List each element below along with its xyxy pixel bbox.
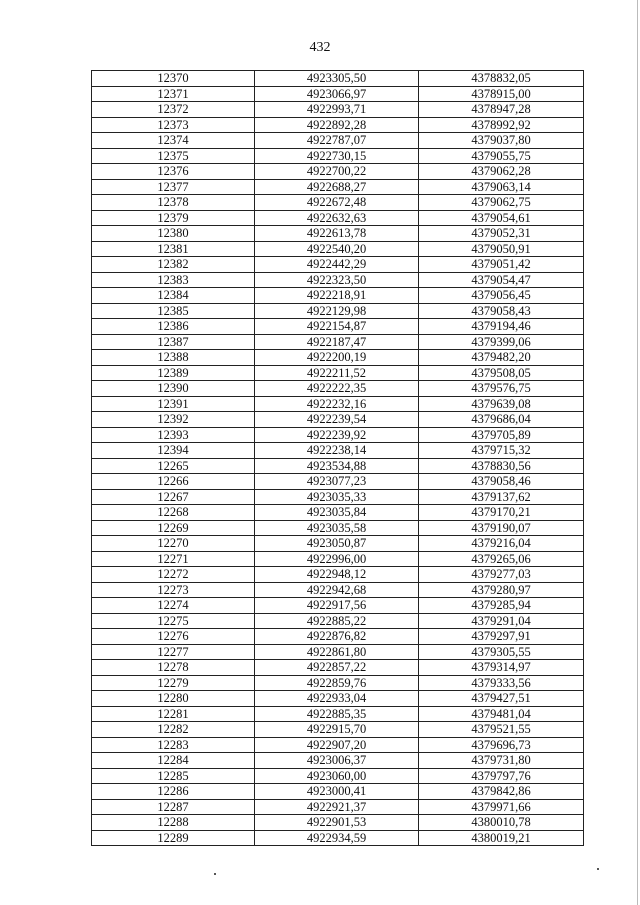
table-row [92, 567, 584, 583]
x-coordinate-cell: 4922907,20 [255, 737, 419, 753]
point-number-cell: 12378 [92, 195, 255, 211]
y-coordinate-cell: 4379058,46 [419, 474, 584, 490]
x-coordinate-cell: 4922730,15 [255, 148, 419, 164]
table-row [92, 164, 584, 180]
point-number-cell: 12380 [92, 226, 255, 242]
y-coordinate-cell: 4380019,21 [419, 830, 584, 846]
x-coordinate-cell: 4923035,84 [255, 505, 419, 521]
y-coordinate-cell: 4379055,75 [419, 148, 584, 164]
point-number-cell: 12381 [92, 241, 255, 257]
table-row [92, 706, 584, 722]
table-row [92, 520, 584, 536]
y-coordinate-cell: 4379285,94 [419, 598, 584, 614]
x-coordinate-cell: 4922915,70 [255, 722, 419, 738]
point-number-cell: 12268 [92, 505, 255, 521]
x-coordinate-cell: 4922540,20 [255, 241, 419, 257]
table-row [92, 303, 584, 319]
x-coordinate-cell: 4922700,22 [255, 164, 419, 180]
scan-speck [214, 873, 216, 875]
table-row [92, 288, 584, 304]
point-number-cell: 12278 [92, 660, 255, 676]
y-coordinate-cell: 4379971,66 [419, 799, 584, 815]
x-coordinate-cell: 4923066,97 [255, 86, 419, 102]
x-coordinate-cell: 4922917,56 [255, 598, 419, 614]
y-coordinate-cell: 4379054,61 [419, 210, 584, 226]
y-coordinate-cell: 4379190,07 [419, 520, 584, 536]
x-coordinate-cell: 4922688,27 [255, 179, 419, 195]
point-number-cell: 12371 [92, 86, 255, 102]
x-coordinate-cell: 4922861,80 [255, 644, 419, 660]
table-row [92, 86, 584, 102]
table-row [92, 458, 584, 474]
x-coordinate-cell: 4923060,00 [255, 768, 419, 784]
table-row [92, 396, 584, 412]
x-coordinate-cell: 4922238,14 [255, 443, 419, 459]
x-coordinate-cell: 4923035,58 [255, 520, 419, 536]
point-number-cell: 12282 [92, 722, 255, 738]
table-row [92, 722, 584, 738]
coordinates-table-container [91, 70, 583, 846]
page-edge-line [637, 0, 638, 905]
table-row [92, 737, 584, 753]
y-coordinate-cell: 4379063,14 [419, 179, 584, 195]
point-number-cell: 12275 [92, 613, 255, 629]
table-row [92, 474, 584, 490]
x-coordinate-cell: 4922323,50 [255, 272, 419, 288]
x-coordinate-cell: 4922993,71 [255, 102, 419, 118]
point-number-cell: 12372 [92, 102, 255, 118]
x-coordinate-cell: 4922200,19 [255, 350, 419, 366]
table-row [92, 71, 584, 87]
y-coordinate-cell: 4379333,56 [419, 675, 584, 691]
x-coordinate-cell: 4923006,37 [255, 753, 419, 769]
scan-speck [597, 868, 599, 870]
point-number-cell: 12285 [92, 768, 255, 784]
x-coordinate-cell: 4922211,52 [255, 365, 419, 381]
point-number-cell: 12392 [92, 412, 255, 428]
table-row [92, 443, 584, 459]
point-number-cell: 12280 [92, 691, 255, 707]
point-number-cell: 12288 [92, 815, 255, 831]
y-coordinate-cell: 4379297,91 [419, 629, 584, 645]
point-number-cell: 12279 [92, 675, 255, 691]
point-number-cell: 12289 [92, 830, 255, 846]
y-coordinate-cell: 4379305,55 [419, 644, 584, 660]
table-row [92, 427, 584, 443]
x-coordinate-cell: 4922613,78 [255, 226, 419, 242]
table-row [92, 226, 584, 242]
x-coordinate-cell: 4922892,28 [255, 117, 419, 133]
table-row [92, 257, 584, 273]
point-number-cell: 12377 [92, 179, 255, 195]
x-coordinate-cell: 4922239,54 [255, 412, 419, 428]
y-coordinate-cell: 4378947,28 [419, 102, 584, 118]
y-coordinate-cell: 4378830,56 [419, 458, 584, 474]
point-number-cell: 12394 [92, 443, 255, 459]
point-number-cell: 12391 [92, 396, 255, 412]
y-coordinate-cell: 4379037,80 [419, 133, 584, 149]
table-row [92, 412, 584, 428]
x-coordinate-cell: 4922129,98 [255, 303, 419, 319]
y-coordinate-cell: 4379265,06 [419, 551, 584, 567]
point-number-cell: 12383 [92, 272, 255, 288]
x-coordinate-cell: 4922187,47 [255, 334, 419, 350]
point-number-cell: 12379 [92, 210, 255, 226]
y-coordinate-cell: 4379291,04 [419, 613, 584, 629]
y-coordinate-cell: 4379137,62 [419, 489, 584, 505]
x-coordinate-cell: 4923050,87 [255, 536, 419, 552]
table-row [92, 365, 584, 381]
table-row [92, 536, 584, 552]
y-coordinate-cell: 4379277,03 [419, 567, 584, 583]
table-row [92, 334, 584, 350]
y-coordinate-cell: 4379842,86 [419, 784, 584, 800]
y-coordinate-cell: 4379050,91 [419, 241, 584, 257]
x-coordinate-cell: 4922885,22 [255, 613, 419, 629]
y-coordinate-cell: 4378992,92 [419, 117, 584, 133]
y-coordinate-cell: 4378832,05 [419, 71, 584, 87]
x-coordinate-cell: 4923035,33 [255, 489, 419, 505]
table-row [92, 319, 584, 335]
table-row [92, 691, 584, 707]
table-row [92, 753, 584, 769]
x-coordinate-cell: 4922933,04 [255, 691, 419, 707]
table-row [92, 381, 584, 397]
x-coordinate-cell: 4922948,12 [255, 567, 419, 583]
table-row [92, 489, 584, 505]
point-number-cell: 12373 [92, 117, 255, 133]
y-coordinate-cell: 4379058,43 [419, 303, 584, 319]
y-coordinate-cell: 4379731,80 [419, 753, 584, 769]
x-coordinate-cell: 4922222,35 [255, 381, 419, 397]
table-row [92, 768, 584, 784]
y-coordinate-cell: 4379482,20 [419, 350, 584, 366]
y-coordinate-cell: 4379280,97 [419, 582, 584, 598]
table-row [92, 195, 584, 211]
table-row [92, 613, 584, 629]
point-number-cell: 12389 [92, 365, 255, 381]
point-number-cell: 12370 [92, 71, 255, 87]
x-coordinate-cell: 4922218,91 [255, 288, 419, 304]
table-row [92, 629, 584, 645]
y-coordinate-cell: 4379216,04 [419, 536, 584, 552]
x-coordinate-cell: 4922885,35 [255, 706, 419, 722]
point-number-cell: 12267 [92, 489, 255, 505]
table-row [92, 272, 584, 288]
point-number-cell: 12281 [92, 706, 255, 722]
y-coordinate-cell: 4379399,06 [419, 334, 584, 350]
coordinates-table-body [92, 71, 584, 846]
x-coordinate-cell: 4922934,59 [255, 830, 419, 846]
x-coordinate-cell: 4922921,37 [255, 799, 419, 815]
x-coordinate-cell: 4922239,92 [255, 427, 419, 443]
y-coordinate-cell: 4379427,51 [419, 691, 584, 707]
point-number-cell: 12265 [92, 458, 255, 474]
x-coordinate-cell: 4922232,16 [255, 396, 419, 412]
point-number-cell: 12384 [92, 288, 255, 304]
x-coordinate-cell: 4923305,50 [255, 71, 419, 87]
y-coordinate-cell: 4380010,78 [419, 815, 584, 831]
y-coordinate-cell: 4379056,45 [419, 288, 584, 304]
table-row [92, 830, 584, 846]
y-coordinate-cell: 4379639,08 [419, 396, 584, 412]
table-row [92, 598, 584, 614]
point-number-cell: 12276 [92, 629, 255, 645]
point-number-cell: 12274 [92, 598, 255, 614]
x-coordinate-cell: 4923077,23 [255, 474, 419, 490]
table-row [92, 675, 584, 691]
table-row [92, 815, 584, 831]
x-coordinate-cell: 4922787,07 [255, 133, 419, 149]
y-coordinate-cell: 4379062,75 [419, 195, 584, 211]
x-coordinate-cell: 4922942,68 [255, 582, 419, 598]
table-row [92, 505, 584, 521]
table-row [92, 241, 584, 257]
point-number-cell: 12382 [92, 257, 255, 273]
x-coordinate-cell: 4922154,87 [255, 319, 419, 335]
x-coordinate-cell: 4923000,41 [255, 784, 419, 800]
point-number-cell: 12266 [92, 474, 255, 490]
table-row [92, 551, 584, 567]
y-coordinate-cell: 4379481,04 [419, 706, 584, 722]
point-number-cell: 12385 [92, 303, 255, 319]
point-number-cell: 12269 [92, 520, 255, 536]
point-number-cell: 12390 [92, 381, 255, 397]
y-coordinate-cell: 4379051,42 [419, 257, 584, 273]
x-coordinate-cell: 4922632,63 [255, 210, 419, 226]
point-number-cell: 12287 [92, 799, 255, 815]
y-coordinate-cell: 4379705,89 [419, 427, 584, 443]
y-coordinate-cell: 4379686,04 [419, 412, 584, 428]
point-number-cell: 12386 [92, 319, 255, 335]
x-coordinate-cell: 4922857,22 [255, 660, 419, 676]
y-coordinate-cell: 4379314,97 [419, 660, 584, 676]
coordinates-table [91, 70, 584, 846]
table-row [92, 582, 584, 598]
point-number-cell: 12284 [92, 753, 255, 769]
y-coordinate-cell: 4379170,21 [419, 505, 584, 521]
point-number-cell: 12273 [92, 582, 255, 598]
y-coordinate-cell: 4379715,32 [419, 443, 584, 459]
x-coordinate-cell: 4922876,82 [255, 629, 419, 645]
table-row [92, 799, 584, 815]
table-row [92, 644, 584, 660]
table-row [92, 179, 584, 195]
point-number-cell: 12272 [92, 567, 255, 583]
point-number-cell: 12387 [92, 334, 255, 350]
point-number-cell: 12277 [92, 644, 255, 660]
page-number: 432 [309, 40, 331, 55]
x-coordinate-cell: 4923534,88 [255, 458, 419, 474]
x-coordinate-cell: 4922901,53 [255, 815, 419, 831]
point-number-cell: 12271 [92, 551, 255, 567]
y-coordinate-cell: 4378915,00 [419, 86, 584, 102]
point-number-cell: 12375 [92, 148, 255, 164]
point-number-cell: 12393 [92, 427, 255, 443]
table-row [92, 210, 584, 226]
point-number-cell: 12374 [92, 133, 255, 149]
point-number-cell: 12376 [92, 164, 255, 180]
table-row [92, 102, 584, 118]
y-coordinate-cell: 4379576,75 [419, 381, 584, 397]
table-row [92, 148, 584, 164]
point-number-cell: 12270 [92, 536, 255, 552]
point-number-cell: 12388 [92, 350, 255, 366]
x-coordinate-cell: 4922996,00 [255, 551, 419, 567]
point-number-cell: 12286 [92, 784, 255, 800]
table-row [92, 784, 584, 800]
y-coordinate-cell: 4379521,55 [419, 722, 584, 738]
x-coordinate-cell: 4922672,48 [255, 195, 419, 211]
y-coordinate-cell: 4379194,46 [419, 319, 584, 335]
y-coordinate-cell: 4379797,76 [419, 768, 584, 784]
table-row [92, 350, 584, 366]
y-coordinate-cell: 4379062,28 [419, 164, 584, 180]
table-row [92, 660, 584, 676]
point-number-cell: 12283 [92, 737, 255, 753]
y-coordinate-cell: 4379052,31 [419, 226, 584, 242]
x-coordinate-cell: 4922442,29 [255, 257, 419, 273]
y-coordinate-cell: 4379508,05 [419, 365, 584, 381]
y-coordinate-cell: 4379696,73 [419, 737, 584, 753]
table-row [92, 133, 584, 149]
table-row [92, 117, 584, 133]
x-coordinate-cell: 4922859,76 [255, 675, 419, 691]
y-coordinate-cell: 4379054,47 [419, 272, 584, 288]
